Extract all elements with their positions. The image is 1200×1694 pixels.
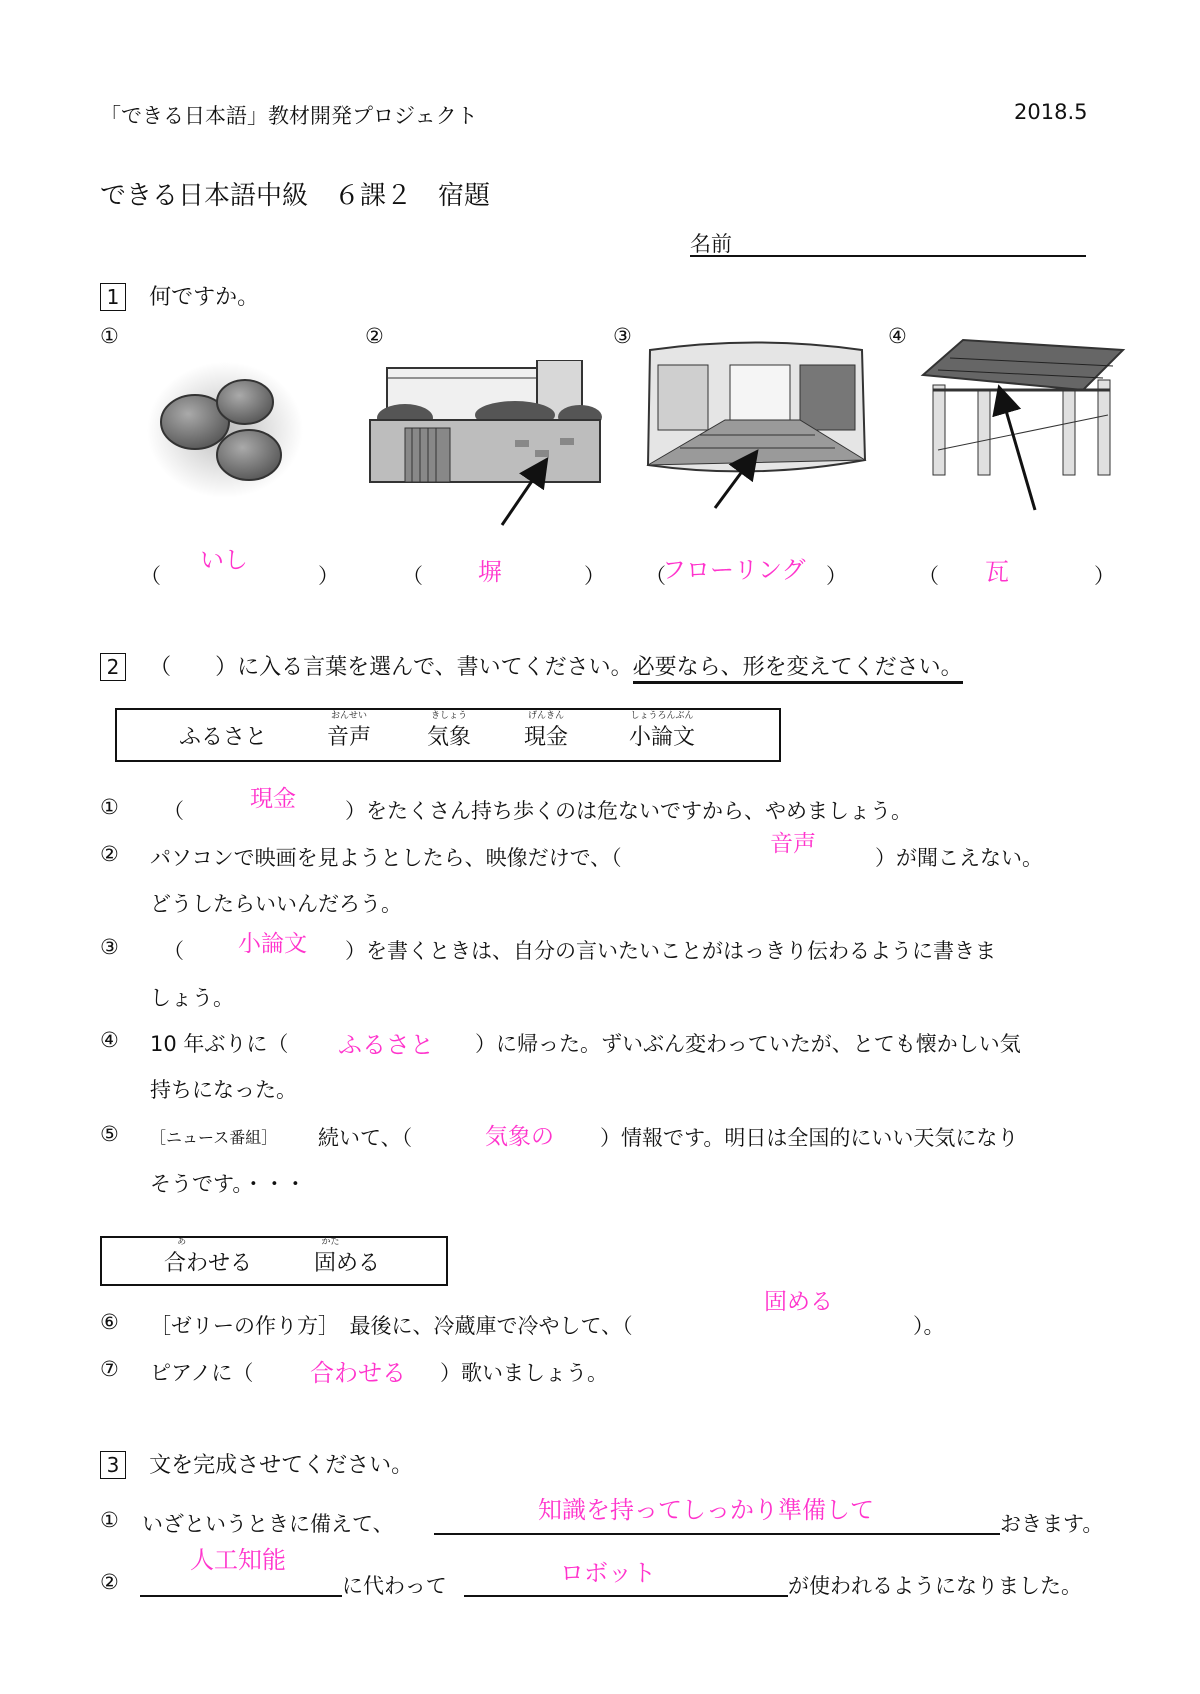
q2-4-pre: 10 年ぶりに（ xyxy=(150,1032,289,1056)
q2-2-answer[interactable]: 音声 xyxy=(770,831,816,857)
section3-header xyxy=(100,1448,413,1479)
q2-7-post: ）歌いましょう。 xyxy=(440,1361,608,1385)
answer-item1[interactable]: いし xyxy=(200,546,248,574)
q2-3-answer[interactable]: 小論文 xyxy=(238,931,307,957)
bank-word: きしょう 気象 xyxy=(427,710,472,750)
paren-close-3: ） xyxy=(826,564,847,588)
project-name: 「できる日本語」教材開発プロジェクト xyxy=(100,104,478,128)
q2-5-marker: ⑤ xyxy=(100,1122,119,1146)
q2-5-line2: そうです。・・・ xyxy=(150,1172,306,1196)
word-bank-2 xyxy=(100,1236,448,1286)
date: 2018.5 xyxy=(1014,100,1088,124)
q3-2-answer2[interactable]: ロボット xyxy=(560,1559,656,1587)
q2-4-answer[interactable]: ふるさと xyxy=(338,1031,434,1059)
q3-2-blank2[interactable] xyxy=(464,1595,788,1597)
q2-3-line2: しょう。 xyxy=(150,986,234,1010)
q2-1-post: ）をたくさん持ち歩くのは危ないですから、やめましょう。 xyxy=(345,799,912,823)
pointer-arrows xyxy=(0,0,1200,560)
answer-item2[interactable]: 塀 xyxy=(478,558,502,586)
section2-instruction: （ ）に入る言葉を選んで、書いてください。 xyxy=(149,655,633,680)
q3-1-pre: いざというときに備えて、 xyxy=(142,1512,394,1536)
q2-4-post: ）に帰った。ずいぶん変わっていたが、とても懐かしい気 xyxy=(475,1032,1021,1056)
q3-1-answer[interactable]: 知識を持ってしっかり準備して xyxy=(538,1496,874,1524)
q2-7-answer[interactable]: 合わせる xyxy=(310,1359,406,1387)
q3-2-mid: に代わって xyxy=(342,1574,447,1598)
bank-word: あ 合わせる xyxy=(164,1236,253,1276)
q2-6-marker: ⑥ xyxy=(100,1310,119,1334)
q2-6-pre: ［ゼリーの作り方］ 最後に、冷蔵庫で冷やして、（ xyxy=(150,1314,633,1338)
q3-1-blank[interactable] xyxy=(434,1533,1000,1535)
answer-item3[interactable]: フローリング xyxy=(662,556,806,584)
q2-3-post: ）を書くときは、自分の言いたいことがはっきり伝わるように書きま xyxy=(345,939,996,963)
bank-word: おんせい 音声 xyxy=(327,710,372,750)
q3-1-marker: ① xyxy=(100,1508,119,1532)
page-title: できる日本語中級 ６課２ 宿題 xyxy=(100,181,491,211)
q2-4-marker: ④ xyxy=(100,1028,119,1052)
q2-2-pre: パソコンで映画を見ようとしたら、映像だけで、（ xyxy=(150,846,622,870)
paren-open-1: （ xyxy=(140,564,161,588)
q2-3-pre: （ xyxy=(163,939,184,963)
section2-instruction-emphasis: 必要なら、形を変えてください。 xyxy=(633,650,963,684)
section3-number: 3 xyxy=(100,1451,126,1479)
q2-7-marker: ⑦ xyxy=(100,1357,119,1381)
paren-open-3: （ xyxy=(645,564,666,588)
q2-2-marker: ② xyxy=(100,842,119,866)
item1-marker: ① xyxy=(100,324,119,348)
section3-instruction: 文を完成させてください。 xyxy=(149,1453,414,1478)
paren-open-2: （ xyxy=(402,564,423,588)
bank-word: かた 固める xyxy=(314,1236,381,1276)
bank-word: しょうろんぶん 小論文 xyxy=(629,710,696,750)
q2-7-pre: ピアノに（ xyxy=(150,1361,254,1385)
q2-2-line2: どうしたらいいんだろう。 xyxy=(150,892,402,916)
item3-marker: ③ xyxy=(613,324,632,348)
q2-2-post: ）が聞こえない。 xyxy=(875,846,1043,870)
q2-5-post: ）情報です。明日は全国的にいい天気になり xyxy=(600,1126,1019,1150)
q2-1-answer[interactable]: 現金 xyxy=(250,786,296,812)
q2-4-line2: 持ちになった。 xyxy=(150,1078,297,1102)
q3-2-answer1[interactable]: 人工知能 xyxy=(190,1546,286,1574)
q3-2-marker: ② xyxy=(100,1570,119,1594)
q2-6-answer[interactable]: 固める xyxy=(764,1289,833,1315)
answer-item4[interactable]: 瓦 xyxy=(985,558,1009,586)
q2-3-marker: ③ xyxy=(100,935,119,959)
q3-1-post: おきます。 xyxy=(1000,1512,1104,1536)
q2-6-post: ）。 xyxy=(913,1314,945,1338)
q3-2-post: が使われるようになりました。 xyxy=(788,1574,1082,1598)
item2-marker: ② xyxy=(365,324,384,348)
paren-close-1: ） xyxy=(318,564,339,588)
paren-open-4: （ xyxy=(918,564,939,588)
item4-marker: ④ xyxy=(888,324,907,348)
paren-close-4: ） xyxy=(1094,564,1115,588)
q3-2-blank1[interactable] xyxy=(140,1595,342,1597)
section2-header xyxy=(100,650,963,684)
q2-1-pre: （ xyxy=(163,799,184,823)
name-label: 名前 xyxy=(690,232,732,256)
section1-number: 1 xyxy=(100,283,126,311)
bank-word: ふるさと xyxy=(179,724,268,750)
q2-5-tag: ［ニュース番組］ xyxy=(150,1128,278,1147)
q2-5-pre: 続いて、（ xyxy=(318,1126,413,1150)
q2-1-marker: ① xyxy=(100,795,119,819)
section1-instruction: 何ですか。 xyxy=(149,285,260,310)
section2-number: 2 xyxy=(100,653,126,681)
q2-5-answer[interactable]: 気象の xyxy=(485,1124,554,1150)
word-bank-1 xyxy=(115,708,781,762)
paren-close-2: ） xyxy=(584,564,605,588)
bank-word: げんきん 現金 xyxy=(524,710,569,750)
